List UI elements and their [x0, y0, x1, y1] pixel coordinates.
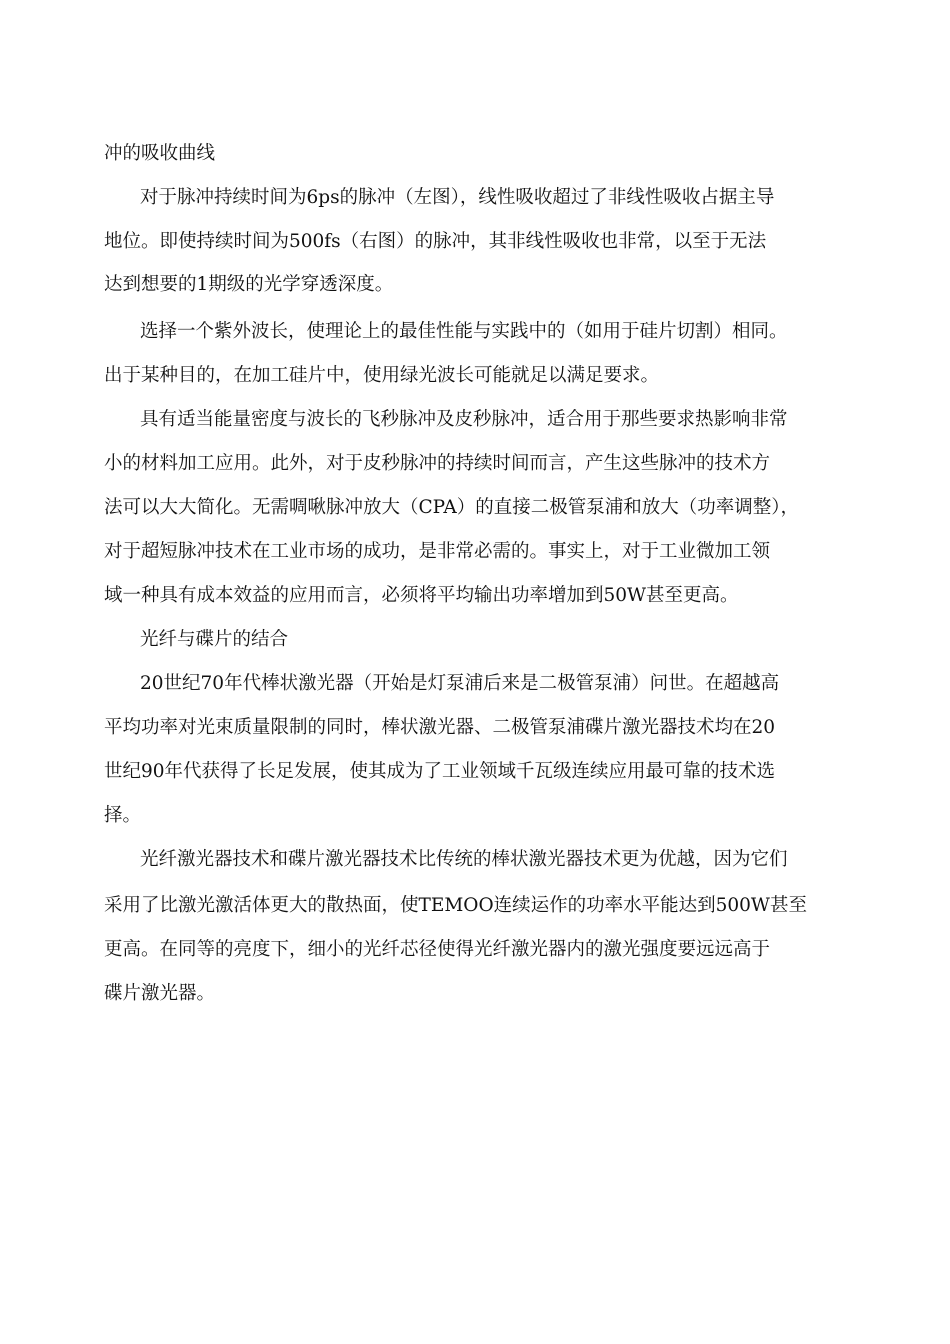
paragraph-2-line-1: 出于某种目的，在加工硅片中，使用绿光波长可能就足以满足要求。 [104, 365, 660, 386]
paragraph-5-line-1: 平均功率对光束质量限制的同时，棒状激光器、二极管泵浦碟片激光器技术均在20 [104, 717, 776, 738]
paragraph-5-line-2: 世纪90年代获得了长足发展，使其成为了工业领域千瓦级连续应用最可靠的技术选 [104, 761, 776, 782]
paragraph-6-line-2: 更高。在同等的亮度下，细小的光纤芯径使得光纤激光器内的激光强度要远远高于 [104, 939, 771, 960]
paragraph-6-line-1: 采用了比激光激活体更大的散热面，使TEMOO连续运作的功率水平能达到500W甚至 [104, 895, 807, 916]
paragraph-6-line-3: 碟片激光器。 [104, 983, 216, 1004]
paragraph-3-line-3: 对于超短脉冲技术在工业市场的成功，是非常必需的。事实上，对于工业微加工领 [104, 541, 771, 562]
section-heading: 光纤与碟片的结合 [140, 629, 289, 650]
paragraph-5-line-3: 择。 [104, 805, 142, 826]
paragraph-3-line-4: 域一种具有成本效益的应用而言，必须将平均输出功率增加到50W甚至更高。 [104, 585, 739, 606]
paragraph-1-line-2: 达到想要的1期级的光学穿透深度。 [104, 274, 394, 295]
paragraph-3-line-2: 法可以大大简化。无需啁啾脉冲放大（CPA）的直接二极管泵浦和放大（功率调整）， [104, 497, 800, 518]
paragraph-2-line-0: 选择一个紫外波长，使理论上的最佳性能与实践中的（如用于硅片切割）相同。 [140, 321, 788, 342]
paragraph-1-line-0: 对于脉冲持续时间为6ps的脉冲（左图），线性吸收超过了非线性吸收占据主导 [140, 187, 775, 208]
paragraph-1-line-1: 地位。即使持续时间为500fs（右图）的脉冲，其非线性吸收也非常，以至于无法 [104, 231, 767, 252]
paragraph-6-line-0: 光纤激光器技术和碟片激光器技术比传统的棒状激光器技术更为优越，因为它们 [140, 849, 788, 870]
paragraph-5-line-0: 20世纪70年代棒状激光器（开始是灯泵浦后来是二极管泵浦）问世。在超越高 [140, 673, 780, 694]
paragraph-3-line-1: 小的材料加工应用。此外，对于皮秒脉冲的持续时间而言，产生这些脉冲的技术方 [104, 453, 771, 474]
paragraph-3-line-0: 具有适当能量密度与波长的飞秒脉冲及皮秒脉冲，适合用于那些要求热影响非常 [140, 409, 788, 430]
paragraph-0-line-0: 冲的吸收曲线 [104, 143, 216, 164]
